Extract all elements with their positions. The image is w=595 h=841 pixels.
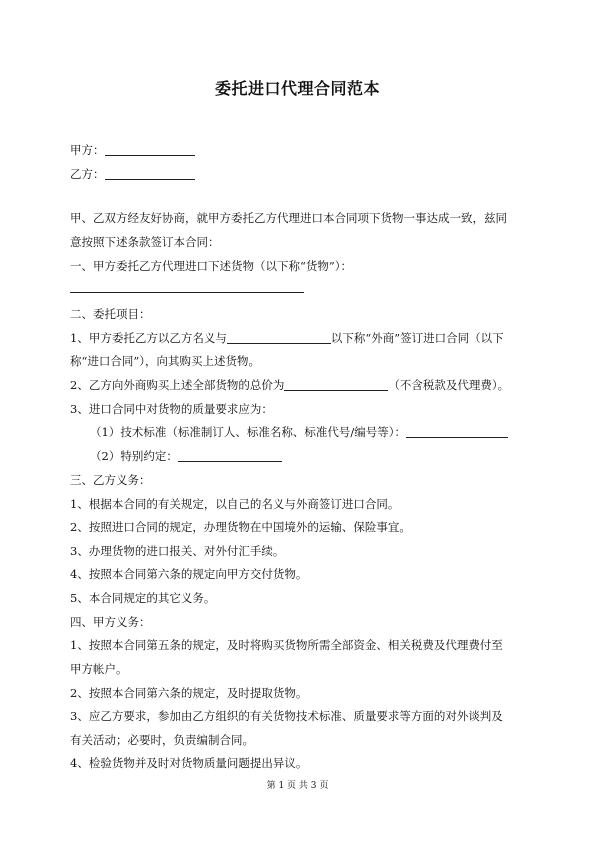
clause-3-3: 3、办理货物的进口报关、对外付汇手续。 [70, 544, 285, 558]
clause-3-1: 1、根据本合同的有关规定，以自己的名义与外商签订进口合同。 [70, 497, 400, 511]
clause-3-4: 4、按照本合同第六条的规定向甲方交付货物。 [70, 567, 308, 581]
clause-2-2 [70, 377, 509, 393]
special-agreement-blank[interactable] [178, 450, 282, 462]
clause-2-3-2 [90, 448, 282, 464]
clause-text: 2、乙方向外商购买上述全部货物的总价为 [70, 378, 285, 392]
party-a-label: 甲方： [70, 143, 105, 157]
clause-4-3-cont: 有关活动；必要时，负责编制合同。 [70, 733, 254, 747]
foreign-party-blank[interactable] [227, 332, 331, 344]
clause-4-4: 4、检验货物并及时对货物质量问题提出异议。 [70, 756, 308, 770]
clause-4-heading: 四、甲方义务： [70, 615, 151, 629]
clause-2-3: 3、进口合同中对货物的质量要求应为： [70, 402, 273, 416]
preamble-line: 甲、乙双方经友好协商，就甲方委托乙方代理进口本合同项下货物一事达成一致，兹同 [70, 211, 507, 225]
goods-blank-line[interactable] [70, 292, 304, 293]
clause-3-heading: 三、乙方义务： [70, 473, 151, 487]
party-b-label: 乙方： [70, 167, 105, 181]
clause-2-1-cont: 称“进口合同”），向其购买上述货物。 [70, 354, 261, 368]
clause-text: 1、甲方委托乙方以乙方名义与 [70, 331, 227, 345]
clause-3-5: 5、本合同规定的其它义务。 [70, 591, 216, 605]
clause-2-1 [70, 330, 504, 346]
clause-text: （不含税款及代理费）。 [388, 378, 510, 392]
clause-2-3-1 [90, 424, 508, 440]
clause-2-heading: 二、委托项目： [70, 307, 151, 321]
clause-4-1-cont: 甲方帐户。 [70, 662, 128, 676]
clause-4-3: 3、应乙方要求，参加由乙方组织的有关货物技术标准、质量要求等方面的对外谈判及 [70, 709, 503, 723]
clause-1: 一、甲方委托乙方代理进口下述货物（以下称“货物”）： [70, 259, 353, 273]
clause-text: （1）技术标准（标准制订人、标准名称、标准代号/编号等）： [90, 425, 406, 439]
page-title: 委托进口代理合同范本 [214, 79, 380, 98]
clause-3-2: 2、按照进口合同的规定，办理货物在中国境外的运输、保险事宜。 [70, 520, 411, 534]
party-b-blank[interactable] [105, 168, 195, 180]
party-b-line [70, 166, 195, 182]
total-price-blank[interactable] [284, 379, 388, 391]
clause-4-2: 2、按照本合同第六条的规定，及时提取货物。 [70, 686, 308, 700]
tech-standard-blank[interactable] [406, 426, 508, 438]
page-number-footer: 第 1 页 共 3 页 [266, 781, 329, 791]
clause-text: （2）特别约定： [90, 449, 178, 463]
preamble-line: 意按照下述条款签订本合同： [70, 235, 220, 249]
clause-text: 以下称“外商”签订进口合同（以下 [330, 331, 504, 345]
party-a-blank[interactable] [105, 144, 195, 156]
clause-4-1: 1、按照本合同第五条的规定，及时将购买货物所需全部资金、相关税费及代理费付至 [70, 638, 503, 652]
party-a-line [70, 142, 195, 158]
